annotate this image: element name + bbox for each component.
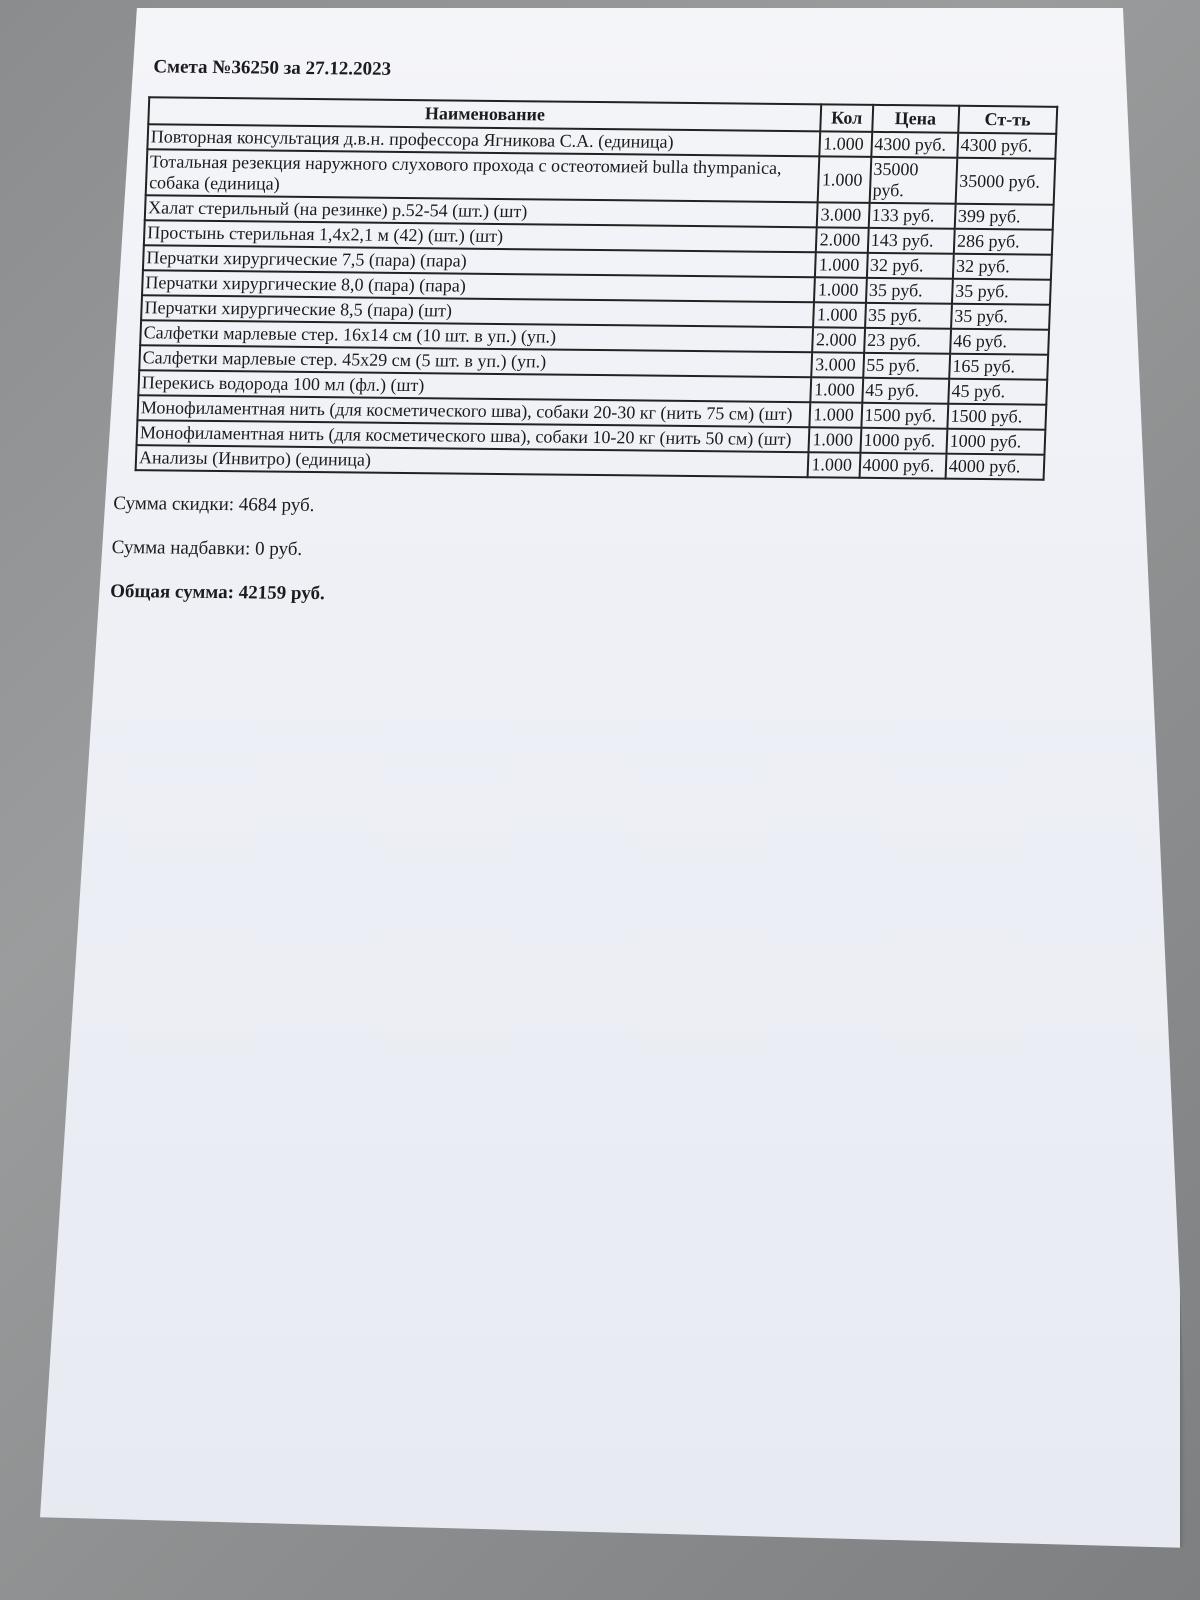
cell-cost: 32 руб. bbox=[953, 254, 1052, 280]
cell-qty: 1.000 bbox=[818, 156, 871, 203]
cell-qty: 1.000 bbox=[811, 377, 863, 403]
cell-name: Перчатки хирургические 8,5 (пара) (шт) bbox=[141, 295, 814, 327]
cell-name: Халат стерильный (на резинке) р.52-54 (шт.) (шт) bbox=[145, 195, 818, 227]
cell-cost: 1500 руб. bbox=[947, 404, 1046, 430]
cell-price: 133 руб. bbox=[868, 203, 955, 229]
cell-cost: 35 руб. bbox=[951, 304, 1050, 330]
cell-name: Повторная консультация д.в.н. профессора Ягникова С.А. (единица) bbox=[147, 124, 820, 156]
cell-price: 35 руб. bbox=[866, 278, 953, 304]
cell-price: 143 руб. bbox=[867, 228, 954, 254]
summary-block bbox=[110, 493, 1064, 613]
cell-price: 4000 руб. bbox=[859, 453, 946, 479]
cell-cost: 399 руб. bbox=[954, 204, 1053, 230]
cell-cost: 4300 руб. bbox=[957, 133, 1056, 159]
cell-price: 1000 руб. bbox=[860, 428, 947, 454]
table-body bbox=[136, 124, 1057, 479]
cell-qty: 3.000 bbox=[817, 202, 869, 228]
cell-price: 35 руб. bbox=[865, 303, 952, 329]
cell-name: Анализы (Инвитро) (единица) bbox=[136, 445, 809, 477]
header-name: Наименование bbox=[148, 97, 821, 131]
cell-qty: 2.000 bbox=[816, 227, 868, 253]
cell-price: 23 руб. bbox=[864, 328, 951, 354]
cell-cost: 35000 руб. bbox=[955, 158, 1055, 205]
cell-name: Монофиламентная нить (для косметического шва), собаки 20-30 кг (нить 75 см) (шт) bbox=[137, 395, 810, 427]
total-sum: Общая сумма: 42159 руб. bbox=[109, 580, 326, 605]
cell-name: Салфетки марлевые стер. 45х29 см (5 шт. в уп.) (уп.) bbox=[139, 345, 812, 377]
estimate-document bbox=[99, 50, 1080, 635]
cell-qty: 1.000 bbox=[815, 252, 867, 278]
header-qty: Кол bbox=[821, 104, 873, 132]
document-title: Смета №36250 за 27.12.2023 bbox=[153, 56, 392, 80]
cell-name: Простынь стерильная 1,4х2,1 м (42) (шт.) (шт) bbox=[144, 220, 817, 252]
discount-sum: Сумма скидки: 4684 руб. bbox=[112, 492, 315, 517]
estimate-table bbox=[135, 96, 1059, 480]
cell-cost: 45 руб. bbox=[948, 379, 1047, 405]
cell-qty: 1.000 bbox=[809, 427, 861, 453]
cell-price: 4300 руб. bbox=[871, 132, 958, 158]
cell-qty: 1.000 bbox=[820, 131, 872, 157]
cell-qty: 3.000 bbox=[812, 352, 864, 378]
cell-name: Перчатки хирургические 7,5 (пара) (пара) bbox=[143, 245, 816, 277]
markup-sum: Сумма надбавки: 0 руб. bbox=[111, 536, 303, 560]
cell-name: Тотальная резекция наружного слухового прохода с остеотомией bulla thympanica, собака (единица) bbox=[146, 149, 820, 202]
cell-qty: 1.000 bbox=[808, 452, 860, 478]
cell-price: 55 руб. bbox=[863, 353, 950, 379]
cell-price: 45 руб. bbox=[862, 378, 949, 404]
cell-name: Монофиламентная нить (для косметического шва), собаки 10-20 кг (нить 50 см) (шт) bbox=[137, 420, 810, 452]
cell-cost: 286 руб. bbox=[954, 229, 1053, 255]
cell-qty: 1.000 bbox=[814, 277, 866, 303]
cell-name: Перчатки хирургические 8,0 (пара) (пара) bbox=[142, 270, 815, 302]
cell-cost: 46 руб. bbox=[950, 329, 1049, 355]
header-cost: Ст-ть bbox=[958, 106, 1057, 134]
cell-price: 1500 руб. bbox=[861, 403, 948, 429]
cell-cost: 35 руб. bbox=[952, 279, 1051, 305]
cell-name: Салфетки марлевые стер. 16х14 см (10 шт. в уп.) (уп.) bbox=[140, 320, 813, 352]
cell-price: 32 руб. bbox=[866, 253, 953, 279]
header-price: Цена bbox=[872, 105, 959, 133]
cell-name: Перекись водорода 100 мл (фл.) (шт) bbox=[138, 370, 811, 402]
cell-qty: 2.000 bbox=[813, 327, 865, 353]
cell-cost: 165 руб. bbox=[949, 354, 1048, 380]
cell-cost: 4000 руб. bbox=[945, 454, 1044, 480]
cell-qty: 1.000 bbox=[810, 402, 862, 428]
cell-qty: 1.000 bbox=[814, 302, 866, 328]
cell-price: 35000 руб. bbox=[869, 157, 957, 204]
cell-cost: 1000 руб. bbox=[946, 429, 1045, 455]
